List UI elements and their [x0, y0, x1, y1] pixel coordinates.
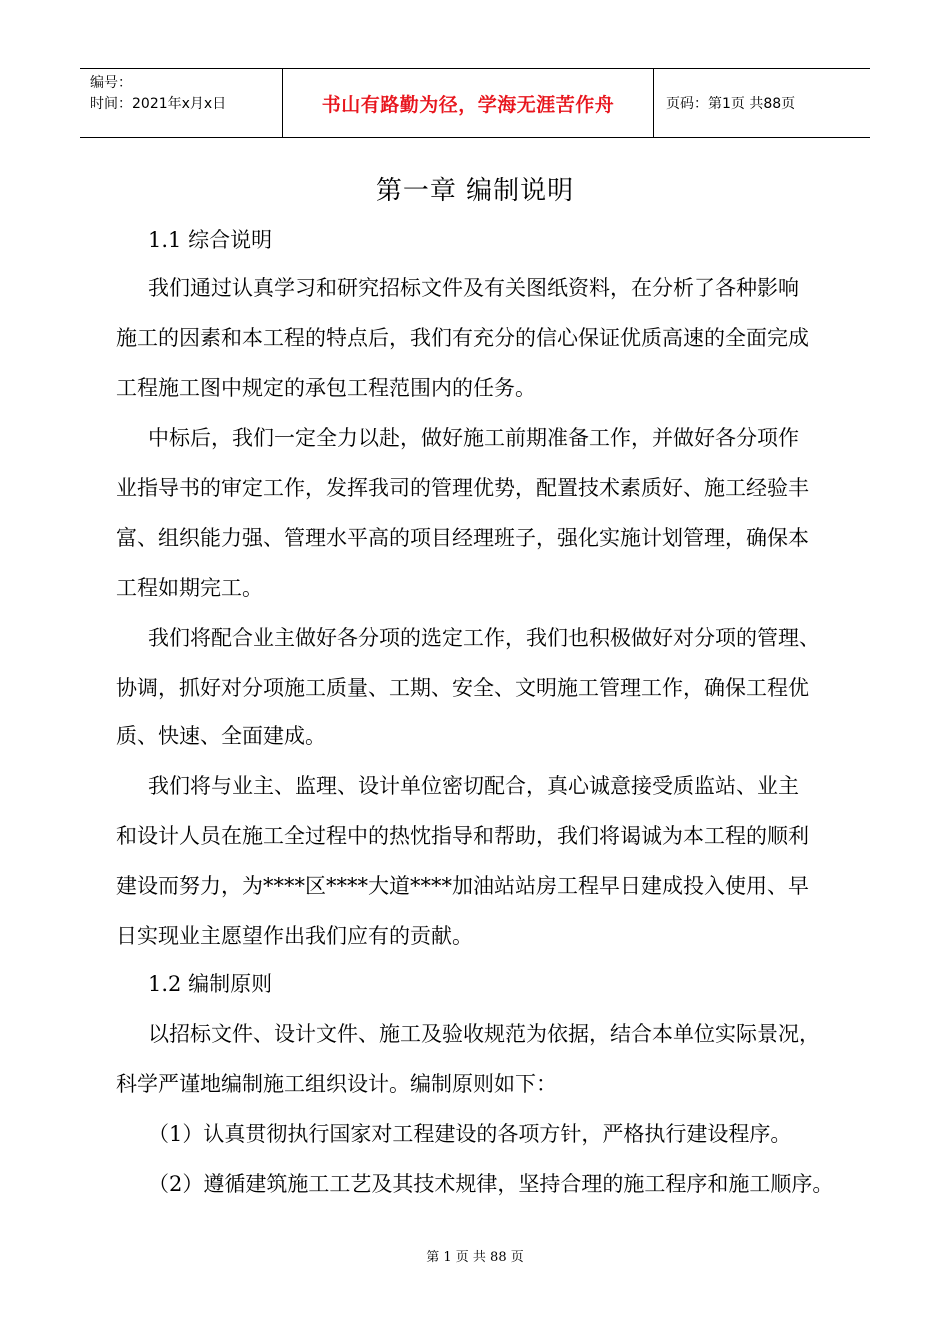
paragraph-line: 科学严谨地编制施工组织设计。编制原则如下：	[116, 1072, 557, 1096]
paragraph-line: 中标后，我们一定全力以赴，做好施工前期准备工作，并做好各分项作	[148, 426, 799, 450]
paragraph-line: 工程如期完工。	[116, 576, 263, 600]
paragraph-line: 施工的因素和本工程的特点后，我们有充分的信心保证优质高速的全面完成	[116, 326, 809, 350]
chapter-title: 第一章 编制说明	[375, 176, 575, 206]
section-heading-1-2: 1.2 编制原则	[148, 972, 273, 996]
paragraph-line: 日实现业主愿望作出我们应有的贡献。	[116, 924, 473, 948]
document-date: 时间：2021年x月x日	[90, 96, 227, 112]
list-item: （2）遵循建筑施工工艺及其技术规律，坚持合理的施工程序和施工顺序。	[148, 1172, 834, 1196]
paragraph-line: 建设而努力，为****区****大道****加油站站房工程早日建成投入使用、早	[116, 874, 809, 898]
header-meta	[80, 69, 282, 137]
paragraph-line: 我们将配合业主做好各分项的选定工作，我们也积极做好对分项的管理、	[148, 626, 820, 650]
paragraph-line: 质、快速、全面建成。	[116, 724, 326, 748]
paragraph-line: 工程施工图中规定的承包工程范围内的任务。	[116, 376, 536, 400]
header-page-info: 页码：第1页 共88页	[666, 96, 796, 112]
document-number-label: 编号：	[90, 75, 132, 91]
paragraph-line: 富、组织能力强、管理水平高的项目经理班子，强化实施计划管理，确保本	[116, 526, 809, 550]
paragraph-line: 以招标文件、设计文件、施工及验收规范为依据，结合本单位实际景况，	[148, 1022, 820, 1046]
page-footer: 第 1 页 共 88 页	[426, 1250, 524, 1265]
paragraph-line: 业指导书的审定工作，发挥我司的管理优势，配置技术素质好、施工经验丰	[116, 476, 809, 500]
paragraph-line: 协调，抓好对分项施工质量、工期、安全、文明施工管理工作，确保工程优	[116, 676, 809, 700]
paragraph-line: 我们将与业主、监理、设计单位密切配合，真心诚意接受质监站、业主	[148, 774, 799, 798]
header-table	[80, 68, 870, 138]
list-item: （1）认真贯彻执行国家对工程建设的各项方针，严格执行建设程序。	[148, 1122, 792, 1146]
section-heading-1-1: 1.1 综合说明	[148, 228, 273, 252]
paragraph-line: 我们通过认真学习和研究招标文件及有关图纸资料，在分析了各种影响	[148, 276, 799, 300]
header-motto: 书山有路勤为径，学海无涯苦作舟	[282, 69, 654, 137]
paragraph-line: 和设计人员在施工全过程中的热忱指导和帮助，我们将谒诚为本工程的顺利	[116, 824, 809, 848]
